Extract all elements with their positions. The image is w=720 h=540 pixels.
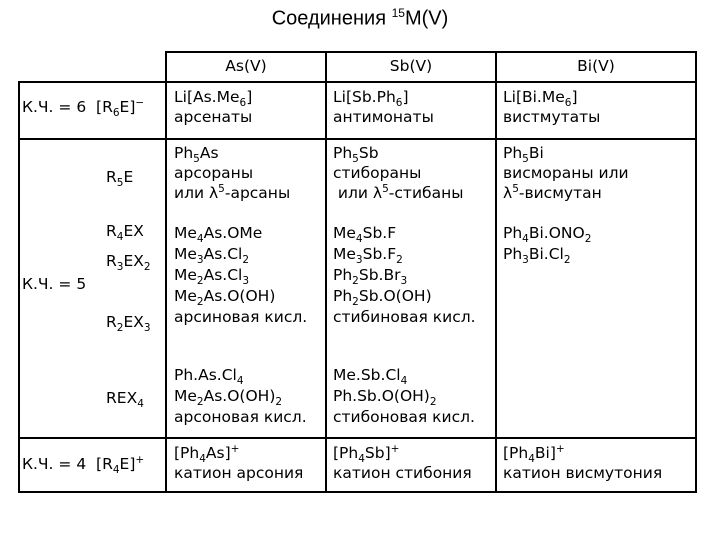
sb-rex4-cell: $Me.Sb.Cl_4$ $Ph.Sb.O(OH)_2$ стибоновая кисл. [333, 366, 475, 426]
as-kch6-cell: $Li[As.Me_6]$ арсенаты [174, 88, 253, 126]
column-header-as: As(V) [225, 57, 267, 75]
table-border [18, 138, 697, 140]
table-border [18, 491, 697, 493]
as-r5e-cell: $Ph_5As$ арсораны или $\lambda^5$-арсаны [174, 144, 291, 202]
row-label-r2ex3: $R_2EX_3$ [106, 313, 151, 334]
sb-kch6-cell: $Li[Sb.Ph_6]$ антимонаты [333, 88, 434, 126]
row-label-r3ex2: $R_3EX_2$ [106, 252, 151, 273]
bi-kch5-cell: $Ph_4Bi.ONO_2$ $Ph_3Bi.Cl_2$ [503, 224, 592, 266]
sb-kch4-cell: $[Ph_4Sb]^+$ катион стибония [333, 443, 472, 482]
as-kch4-cell: $[Ph_4As]^+$ катион арсония [174, 443, 304, 482]
bi-kch4-cell: $[Ph_4Bi]^+$ катион висмутония [503, 443, 663, 482]
bi-kch6-cell: $Li[Bi.Me_6]$ вистмутаты [503, 88, 601, 126]
sb-kch5-cell: $Me_4Sb.F$ $Me_3Sb.F_2$ $Ph_2Sb.Br_3$ $Ph_2Sb.O(OH)$ стибиновая кисл. [333, 224, 476, 326]
table-border [18, 81, 20, 493]
kch-5-label: К.Ч. = 5 [22, 275, 87, 293]
table-border [695, 51, 697, 493]
as-rex4-cell: $Ph.As.Cl_4$ $Me_2As.O(OH)_2$ арсоновая кисл. [174, 366, 307, 426]
kch-4-label: К.Ч. = 4 $[R_4E]^+$ [22, 454, 145, 476]
table-border [18, 437, 697, 439]
table-border [495, 51, 497, 493]
page-title: Соединения $^{15}$M(V) [271, 6, 449, 30]
table-border [165, 51, 167, 493]
table-border [325, 51, 327, 493]
sb-r5e-cell: $Ph_5Sb$ стибораны или $\lambda^5$-стибаны [333, 144, 464, 202]
kch-6-label: К.Ч. = 6 $[R_6E]^-$ [22, 97, 145, 119]
table-border [18, 81, 697, 83]
column-header-bi: Bi(V) [577, 57, 615, 75]
row-label-rex4: $REX_4$ [106, 389, 144, 410]
row-label-r4ex: $R_4EX$ [106, 222, 144, 243]
as-kch5-cell: $Me_4As.OMe$ $Me_3As.Cl_2$ $Me_2As.Cl_3$ $Me_2As.O(OH)$ арсиновая кисл. [174, 224, 308, 326]
table-border [165, 51, 697, 53]
row-label-r5e: $R_5E$ [106, 168, 134, 189]
column-header-sb: Sb(V) [389, 57, 433, 75]
bi-r5e-cell: $Ph_5Bi$ висмораны или $\lambda^5$-висмутан [503, 144, 629, 202]
